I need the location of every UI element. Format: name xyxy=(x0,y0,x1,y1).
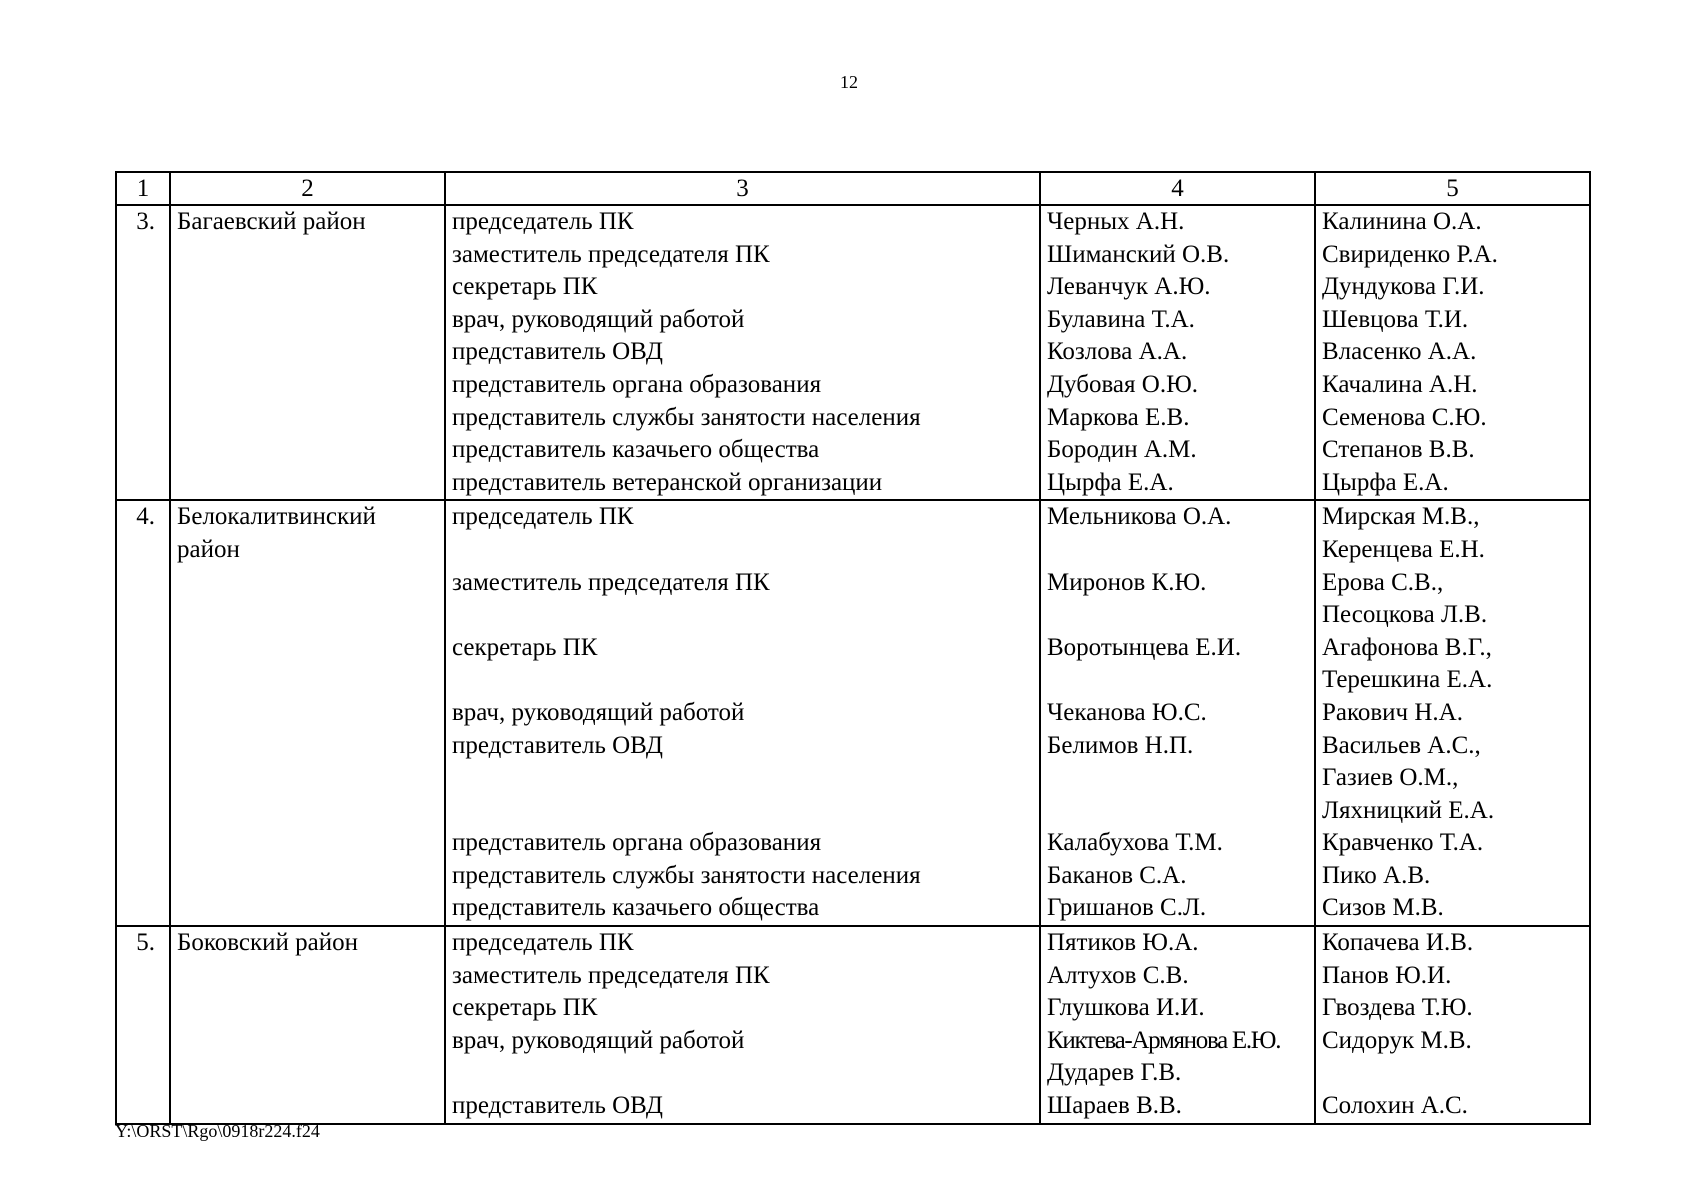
page-number: 12 xyxy=(840,72,858,92)
reserve-member-name: Терешкина Е.А. xyxy=(1322,666,1493,694)
position-line: представитель ветеранской организации xyxy=(452,468,883,496)
reserve-member-name: Власенко А.А. xyxy=(1322,338,1477,366)
cell-col4 xyxy=(1040,500,1315,926)
cell-district xyxy=(170,205,445,500)
reserve-member-name: Песоцкова Л.В. xyxy=(1322,601,1488,629)
row-number: 5. xyxy=(116,926,170,1124)
member-name: Мельникова О.А. xyxy=(1047,503,1232,531)
member-name: Козлова А.А. xyxy=(1047,338,1188,366)
reserve-member-name xyxy=(1322,1057,1583,1090)
reserve-member-name: Калинина О.А. xyxy=(1322,208,1482,235)
member-name: Чеканова Ю.С. xyxy=(1047,698,1207,726)
header-col-4: 4 xyxy=(1040,172,1315,205)
member-name: Шиманский О.В. xyxy=(1047,240,1230,268)
cell-district xyxy=(170,926,445,1124)
district-name: Багаевский район xyxy=(177,208,366,235)
reserve-member-name: Ракович Н.А. xyxy=(1322,698,1463,726)
reserve-member-name: Качалина А.Н. xyxy=(1322,370,1478,398)
district-name: район xyxy=(177,535,240,563)
member-name: Гришанов С.Л. xyxy=(1047,894,1207,922)
member-name: Бородин А.М. xyxy=(1047,436,1197,464)
position-line: представитель казачьего общества xyxy=(452,894,820,922)
header-col-1: 1 xyxy=(116,172,170,205)
position-line: представитель органа образования xyxy=(452,829,822,857)
member-name: Черных А.Н. xyxy=(1047,208,1185,235)
district-name: Белокалитвинский xyxy=(177,503,376,531)
member-name: Цырфа Е.А. xyxy=(1047,468,1174,496)
member-name: Дударев Г.В. xyxy=(1047,1059,1182,1087)
member-name xyxy=(1047,795,1308,828)
reserve-member-name: Пико А.В. xyxy=(1322,861,1431,889)
position-line: представитель службы занятости населения xyxy=(452,861,921,889)
position-line: заместитель председателя ПК xyxy=(452,568,770,596)
cell-col5 xyxy=(1315,205,1590,500)
position-line: представитель органа образования xyxy=(452,370,822,398)
reserve-member-name: Дундукова Г.И. xyxy=(1322,273,1485,301)
member-name xyxy=(1047,534,1308,567)
district-name: Боковский район xyxy=(177,929,358,957)
cell-col3 xyxy=(445,500,1040,926)
cell-col3 xyxy=(445,926,1040,1124)
member-name xyxy=(1047,664,1308,697)
member-name: Алтухов С.В. xyxy=(1047,961,1189,989)
table-row xyxy=(116,926,1590,1124)
member-name: Маркова Е.В. xyxy=(1047,403,1190,431)
member-name: Дубовая О.Ю. xyxy=(1047,370,1199,398)
reserve-member-name: Шевцова Т.И. xyxy=(1322,305,1469,333)
header-col-2: 2 xyxy=(170,172,445,205)
position-line: представитель ОВД xyxy=(452,1092,663,1120)
cell-col5 xyxy=(1315,926,1590,1124)
reserve-member-name: Васильев А.С., xyxy=(1322,731,1481,759)
cell-col4 xyxy=(1040,205,1315,500)
reserve-member-name: Кравченко Т.А. xyxy=(1322,829,1484,857)
position-line xyxy=(452,795,1033,828)
position-line: председатель ПК xyxy=(452,503,634,531)
position-line: секретарь ПК xyxy=(452,273,598,301)
position-line: заместитель председателя ПК xyxy=(452,240,770,268)
header-col-3: 3 xyxy=(445,172,1040,205)
position-line xyxy=(452,664,1033,697)
cell-col3 xyxy=(445,205,1040,500)
header-col-5: 5 xyxy=(1315,172,1590,205)
position-line: председатель ПК xyxy=(452,929,634,957)
position-line: врач, руководящий работой xyxy=(452,305,745,333)
reserve-member-name: Газиев О.М., xyxy=(1322,764,1459,792)
cell-col4 xyxy=(1040,926,1315,1124)
reserve-member-name: Ляхницкий Е.А. xyxy=(1322,796,1495,824)
position-line xyxy=(452,762,1033,795)
member-name: Белимов Н.П. xyxy=(1047,731,1194,759)
reserve-member-name: Свириденко Р.А. xyxy=(1322,240,1498,268)
reserve-member-name: Гвоздева Т.Ю. xyxy=(1322,994,1473,1022)
member-name: Леванчук А.Ю. xyxy=(1047,273,1211,301)
cell-col5 xyxy=(1315,500,1590,926)
position-line: председатель ПК xyxy=(452,208,634,235)
position-line: представитель ОВД xyxy=(452,731,663,759)
reserve-member-name: Керенцева Е.Н. xyxy=(1322,535,1485,563)
reserve-member-name: Мирская М.В., xyxy=(1322,503,1480,531)
table-row xyxy=(116,500,1590,926)
reserve-member-name: Ерова С.В., xyxy=(1322,568,1444,596)
position-line: заместитель председателя ПК xyxy=(452,961,770,989)
table-row xyxy=(116,205,1590,500)
reserve-member-name: Сизов М.В. xyxy=(1322,894,1444,922)
member-name xyxy=(1047,599,1308,632)
position-line: секретарь ПК xyxy=(452,633,598,661)
member-name: Пятиков Ю.А. xyxy=(1047,929,1199,957)
reserve-member-name: Агафонова В.Г., xyxy=(1322,633,1492,661)
reserve-member-name: Сидорук М.В. xyxy=(1322,1026,1472,1054)
member-name: Булавина Т.А. xyxy=(1047,305,1195,333)
reserve-member-name: Копачева И.В. xyxy=(1322,929,1474,957)
position-line xyxy=(452,599,1033,632)
position-line: секретарь ПК xyxy=(452,994,598,1022)
reserve-member-name: Панов Ю.И. xyxy=(1322,961,1452,989)
member-name: Киктева-Армянова Е.Ю. xyxy=(1047,1026,1281,1054)
table-header-row xyxy=(116,172,1590,205)
member-name: Глушкова И.И. xyxy=(1047,994,1205,1022)
member-name: Воротынцева Е.И. xyxy=(1047,633,1242,661)
member-name: Баканов С.А. xyxy=(1047,861,1187,889)
row-number: 3. xyxy=(116,205,170,500)
member-name: Миронов К.Ю. xyxy=(1047,568,1207,596)
cell-district xyxy=(170,500,445,926)
reserve-member-name: Семенова С.Ю. xyxy=(1322,403,1487,431)
commission-table xyxy=(115,171,1591,1125)
member-name xyxy=(1047,762,1308,795)
position-line: врач, руководящий работой xyxy=(452,698,745,726)
reserve-member-name: Цырфа Е.А. xyxy=(1322,468,1449,496)
footer-file-path: Y:\ORST\Rgo\0918r224.f24 xyxy=(115,1121,320,1141)
position-line: врач, руководящий работой xyxy=(452,1026,745,1054)
member-name: Шараев В.В. xyxy=(1047,1092,1182,1120)
position-line xyxy=(452,1057,1033,1090)
position-line xyxy=(452,534,1033,567)
position-line: представитель казачьего общества xyxy=(452,436,820,464)
reserve-member-name: Солохин А.С. xyxy=(1322,1092,1468,1120)
row-number: 4. xyxy=(116,500,170,926)
reserve-member-name: Степанов В.В. xyxy=(1322,436,1475,464)
position-line: представитель службы занятости населения xyxy=(452,403,921,431)
position-line: представитель ОВД xyxy=(452,338,663,366)
member-name: Калабухова Т.М. xyxy=(1047,829,1223,857)
